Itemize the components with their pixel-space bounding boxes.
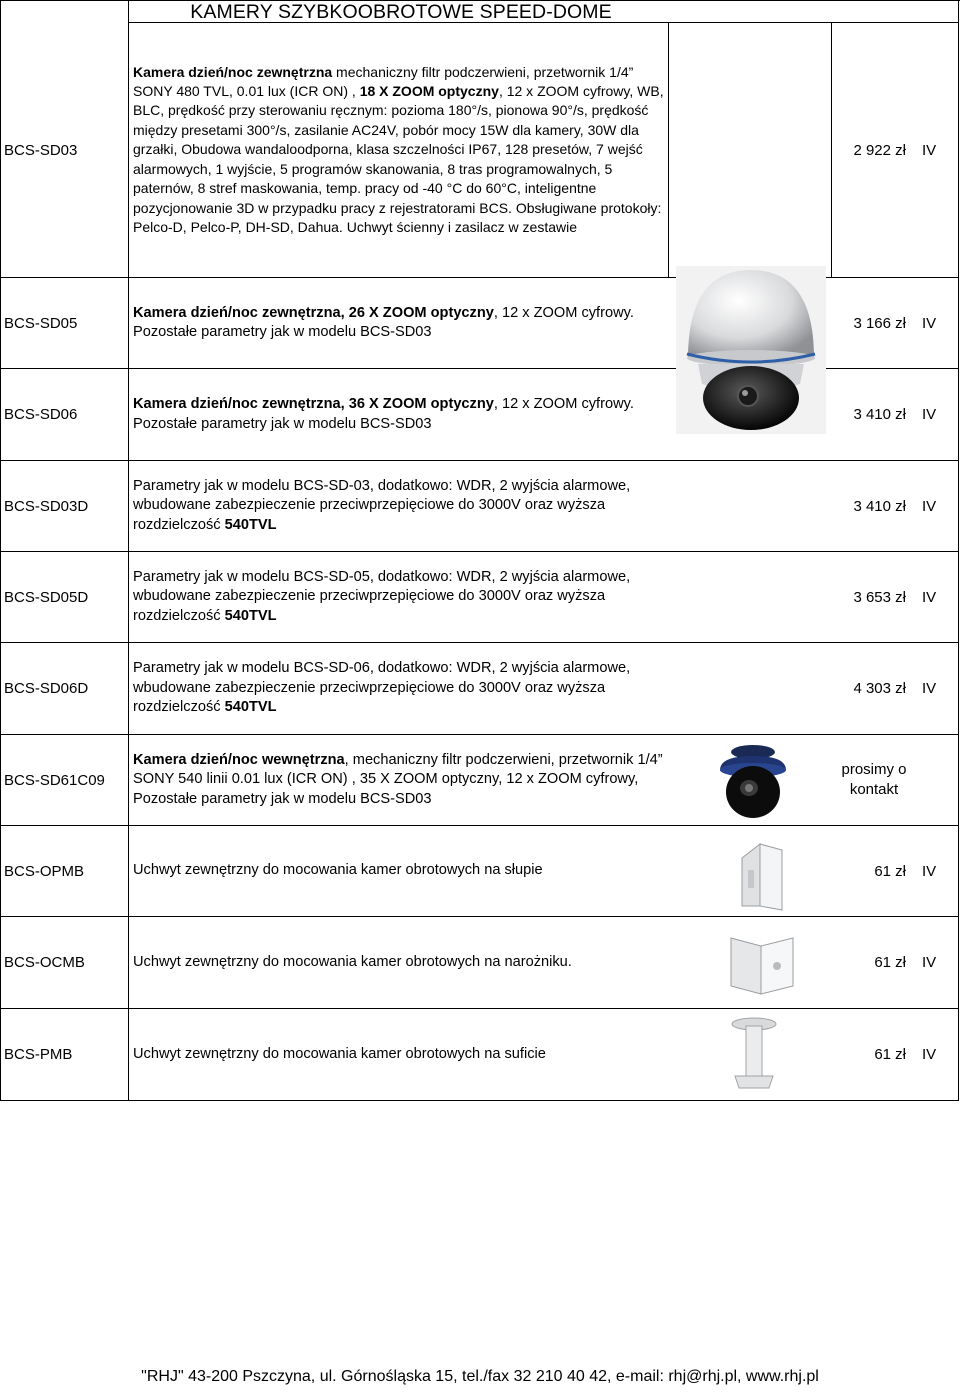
product-grade: IV (922, 497, 937, 515)
product-grade: IV (922, 862, 937, 880)
product-description: Uchwyt zewnętrzny do mocowania kamer obrotowych na narożniku. (133, 953, 572, 970)
product-code: BCS-SD05 (4, 314, 78, 332)
product-description (133, 735, 668, 825)
product-price: 3 653 zł (853, 588, 906, 606)
product-code: BCS-PMB (4, 1046, 73, 1063)
product-grade: IV (922, 954, 937, 971)
ceiling-mount-bracket-image (725, 1016, 783, 1094)
product-price: 3 410 zł (853, 406, 906, 423)
desc-bold: Kamera dzień/noc zewnętrzna (133, 63, 333, 80)
product-price: 3 166 zł (853, 314, 906, 332)
product-grade: IV (922, 314, 937, 332)
product-grade: IV (922, 141, 937, 159)
desc-bold: 540TVL (224, 516, 277, 533)
product-description: Uchwyt zewnętrzny do mocowania kamer obrotowych na słupie (133, 862, 543, 879)
speed-dome-camera-image (676, 266, 826, 434)
desc-bold: Kamera dzień/noc wewnętrzna (133, 751, 345, 768)
product-price: 61 zł (874, 862, 906, 880)
desc-bold: 18 X ZOOM optyczny (359, 83, 499, 100)
product-grade: IV (922, 406, 937, 423)
footer-contact: "RHJ" 43-200 Pszczyna, ul. Górnośląska 15, tel./fax 32 210 40 42, e-mail: rhj@rhj.pl, www.rhj.pl (141, 1368, 819, 1385)
product-description (133, 643, 668, 734)
desc-text: , 12 x ZOOM cyfrowy, WB, BLC, prędkość przy sterowaniu ręcznym: pozioma 180°/s, pionowa 90°/s, prędkość między presetami 300°/s, zasilanie AC24V, pobór mocy 15W dla kamery, 30W dla grzałki, Obudowa wandaloodporna, klasa szczelności IP67, 128 presetów, 7 wejść alarmowych, 1 wyjście, 5 programów skanowania, 8 tras programowalnych, 5 paternów, 8 stref maskowania, temp. pracy od -40 °C do 60°C, inteligentne pozycjonowanie 3D w przypadku pracy z rejestratorami BCS. Obsługiwane protokoły: Pelco-D, Pelco-P, DH-SD, Dahua. Uchwyt ścienny i zasilacz w zestawie (133, 83, 664, 235)
desc-text: mechaniczny filtr podczerwieni, przetwornik 1/4” SONY 480 TVL, 0.01 lux (ICR ON) , (133, 63, 634, 100)
product-code: BCS-SD06 (4, 406, 78, 423)
product-code: BCS-SD03 (4, 141, 78, 159)
desc-text: , 12 x ZOOM cyfrowy. Pozostałe parametry jak w modelu BCS-SD03 (133, 396, 634, 432)
desc-text: , mechaniczny filtr podczerwieni, przetwornik 1/4” SONY 540 linii 0.01 lux (ICR ON) , 35 X ZOOM optyczny, 12 x ZOOM cyfrowy, Pozostałe parametry jak w modelu BCS-SD03 (133, 751, 663, 807)
desc-bold: 540TVL (224, 607, 277, 624)
product-description: Uchwyt zewnętrzny do mocowania kamer obrotowych na suficie (133, 1045, 546, 1062)
desc-bold: Kamera dzień/noc zewnętrzna, 26 X ZOOM optyczny (133, 304, 494, 321)
product-code: BCS-SD05D (4, 588, 89, 606)
pole-mount-bracket-image (740, 840, 784, 912)
product-code: BCS-SD03D (4, 497, 89, 515)
product-price: 4 303 zł (853, 680, 906, 697)
product-description (133, 461, 668, 551)
indoor-dome-camera-image (716, 742, 790, 822)
product-code: BCS-SD06D (4, 680, 89, 697)
product-description (133, 31, 668, 269)
product-description (133, 278, 668, 368)
product-code: BCS-OCMB (4, 954, 85, 971)
product-price: 2 922 zł (853, 141, 906, 159)
desc-bold: 540TVL (224, 699, 277, 716)
product-price: 3 410 zł (853, 497, 906, 515)
desc-text: Parametry jak w modelu BCS-SD-06, dodatkowo: WDR, 2 wyjścia alarmowe, wbudowane zabezpieczenie przeciwprzepięciowe do 3000V oraz wyższa rozdzielczość (133, 660, 631, 716)
corner-mount-bracket-image (727, 932, 797, 998)
product-code: BCS-OPMB (4, 862, 85, 880)
desc-text: Parametry jak w modelu BCS-SD-03, dodatkowo: WDR, 2 wyjścia alarmowe, wbudowane zabezpieczenie przeciwprzepięciowe do 3000V oraz wyższa rozdzielczość (133, 477, 631, 533)
product-price: prosimy o kontakt (841, 761, 907, 798)
page-title: KAMERY SZYBKOOBROTOWE SPEED-DOME (190, 1, 612, 23)
product-description (133, 369, 668, 460)
desc-text: , 12 x ZOOM cyfrowy. Pozostałe parametry jak w modelu BCS-SD03 (133, 304, 634, 340)
product-grade: IV (922, 1046, 937, 1063)
product-description (133, 552, 668, 642)
desc-text: Parametry jak w modelu BCS-SD-05, dodatkowo: WDR, 2 wyjścia alarmowe, wbudowane zabezpieczenie przeciwprzepięciowe do 3000V oraz wyższa rozdzielczość (133, 568, 631, 624)
product-price: 61 zł (874, 954, 906, 971)
product-grade: IV (922, 588, 937, 606)
desc-bold: Kamera dzień/noc zewnętrzna, 36 X ZOOM optyczny (133, 396, 494, 412)
product-code: BCS-SD61C09 (4, 771, 105, 789)
product-price: 61 zł (874, 1046, 906, 1063)
product-grade: IV (922, 680, 937, 697)
